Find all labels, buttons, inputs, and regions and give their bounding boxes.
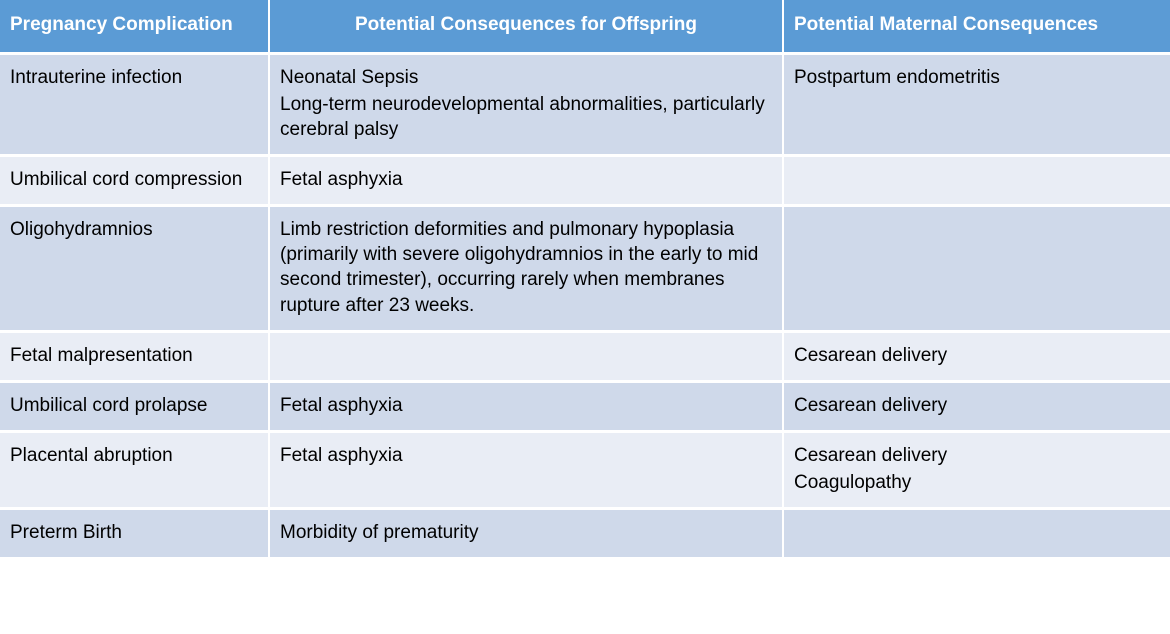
cell-maternal [783,331,1170,381]
cell-offspring-line: Fetal asphyxia [280,394,403,416]
cell-offspring [269,508,783,558]
cell-maternal-line: Coagulopathy [794,471,912,493]
table-row [0,156,1170,206]
cell-maternal [783,381,1170,431]
table-row [0,206,1170,331]
cell-maternal [783,431,1170,508]
cell-offspring [269,54,783,156]
cell-maternal-line: Postpartum endometritis [794,67,1000,88]
table-row [0,508,1170,558]
cell-offspring [269,431,783,508]
table-header [0,0,1170,54]
cell-complication: Preterm Birth [0,508,269,558]
table-row [0,54,1170,156]
cell-maternal-line: Cesarean delivery [794,344,948,366]
cell-complication: Umbilical cord prolapse [0,381,269,431]
cell-offspring-line: Neonatal Sepsis [280,67,419,88]
cell-maternal [783,508,1170,558]
cell-offspring [269,206,783,331]
cell-offspring-line: Morbidity of prematurity [280,521,479,543]
table-row [0,381,1170,431]
cell-offspring-line: Long-term neurodevelopmental abnormalities, particularly cerebral palsy [280,94,765,141]
column-header-complication: Pregnancy Complication [0,0,269,54]
cell-offspring-line: Limb restriction deformities and pulmonary hypoplasia (primarily with severe oligohydramnios in the early to mid second trimester), occurring rarely when membranes rupture after 23 weeks. [280,219,759,316]
cell-offspring-line: Fetal asphyxia [280,169,403,191]
cell-offspring-line: Fetal asphyxia [280,444,403,466]
column-header-maternal: Potential Maternal Consequences [783,0,1170,54]
table-row [0,331,1170,381]
cell-maternal [783,206,1170,331]
cell-complication: Fetal malpresentation [0,331,269,381]
cell-offspring [269,156,783,206]
table-body [0,54,1170,559]
column-header-offspring: Potential Consequences for Offspring [269,0,783,54]
table-row [0,431,1170,508]
cell-maternal [783,156,1170,206]
cell-complication: Oligohydramnios [0,206,269,331]
cell-complication: Placental abruption [0,431,269,508]
cell-complication: Umbilical cord compression [0,156,269,206]
table-header-row [0,0,1170,54]
cell-maternal-line: Cesarean delivery [794,444,948,466]
cell-maternal-line: Cesarean delivery [794,394,948,416]
cell-offspring [269,381,783,431]
cell-complication: Intrauterine infection [0,54,269,156]
cell-maternal [783,54,1170,156]
cell-offspring [269,331,783,381]
